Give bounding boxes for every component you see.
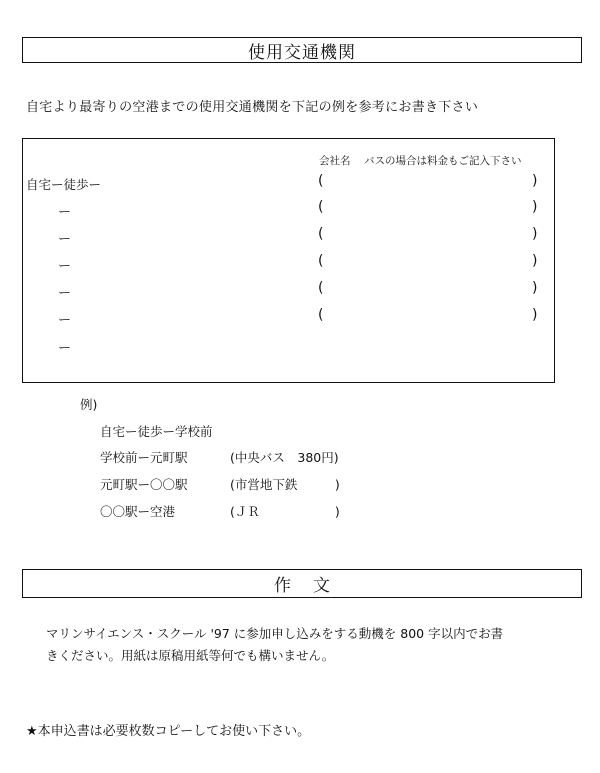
route-dash-7: ー bbox=[58, 341, 72, 356]
route-dash-3: ー bbox=[58, 232, 72, 247]
paren-open-5: ( bbox=[318, 280, 324, 296]
route-start-label: 自宅ー徒歩ー bbox=[26, 177, 102, 192]
example-route-1: 自宅ー徒歩ー学校前 bbox=[100, 424, 213, 439]
paren-open-3: ( bbox=[318, 226, 324, 242]
copy-note: ★本申込書は必要枚数コピーしてお使い下さい。 bbox=[26, 724, 311, 739]
transport-instruction: 自宅より最寄りの空港までの使用交通機関を下記の例を参考にお書き下さい bbox=[26, 100, 479, 115]
example-detail-2: (中央バス 380円) bbox=[230, 450, 339, 465]
route-dash-6: ー bbox=[58, 313, 72, 328]
paren-close-6: ) bbox=[532, 307, 538, 323]
route-dash-4: ー bbox=[58, 259, 72, 274]
essay-title-text: 作文 bbox=[274, 576, 352, 596]
essay-line-1: マリンサイエンス・スクール '97 に参加申し込みをする動機を 800 字以内でお書 bbox=[46, 626, 504, 641]
example-label: 例) bbox=[80, 397, 98, 412]
route-dash-5: ー bbox=[58, 286, 72, 301]
essay-section-title bbox=[22, 569, 582, 598]
paren-open-2: ( bbox=[318, 199, 324, 215]
example-detail-3: (市営地下鉄 ) bbox=[230, 477, 340, 492]
transport-title-text: 使用交通機関 bbox=[248, 42, 356, 63]
essay-instructions bbox=[46, 623, 576, 667]
paren-open-4: ( bbox=[318, 253, 324, 269]
paren-close-4: ) bbox=[532, 253, 538, 269]
example-route-2: 学校前ー元町駅 bbox=[100, 450, 188, 465]
paren-open-6: ( bbox=[318, 307, 324, 323]
paren-close-5: ) bbox=[532, 280, 538, 296]
transport-section-title bbox=[22, 37, 582, 63]
paren-close-2: ) bbox=[532, 199, 538, 215]
example-route-4: 〇〇駅ー空港 bbox=[100, 504, 176, 519]
paren-close-1: ) bbox=[532, 173, 538, 189]
company-name-header: 会社名 bbox=[319, 155, 351, 167]
paren-close-3: ) bbox=[532, 226, 538, 242]
route-entry-box bbox=[22, 138, 555, 383]
essay-line-2: きください。用紙は原稿用紙等何でも構いません。 bbox=[46, 648, 335, 663]
paren-open-1: ( bbox=[318, 173, 324, 189]
example-route-3: 元町駅ー〇〇駅 bbox=[100, 477, 188, 492]
route-dash-2: ー bbox=[58, 205, 72, 220]
example-detail-4: (ＪＲ ) bbox=[230, 504, 340, 519]
bus-fare-note: バスの場合は料金もご記入下さい bbox=[364, 155, 522, 167]
